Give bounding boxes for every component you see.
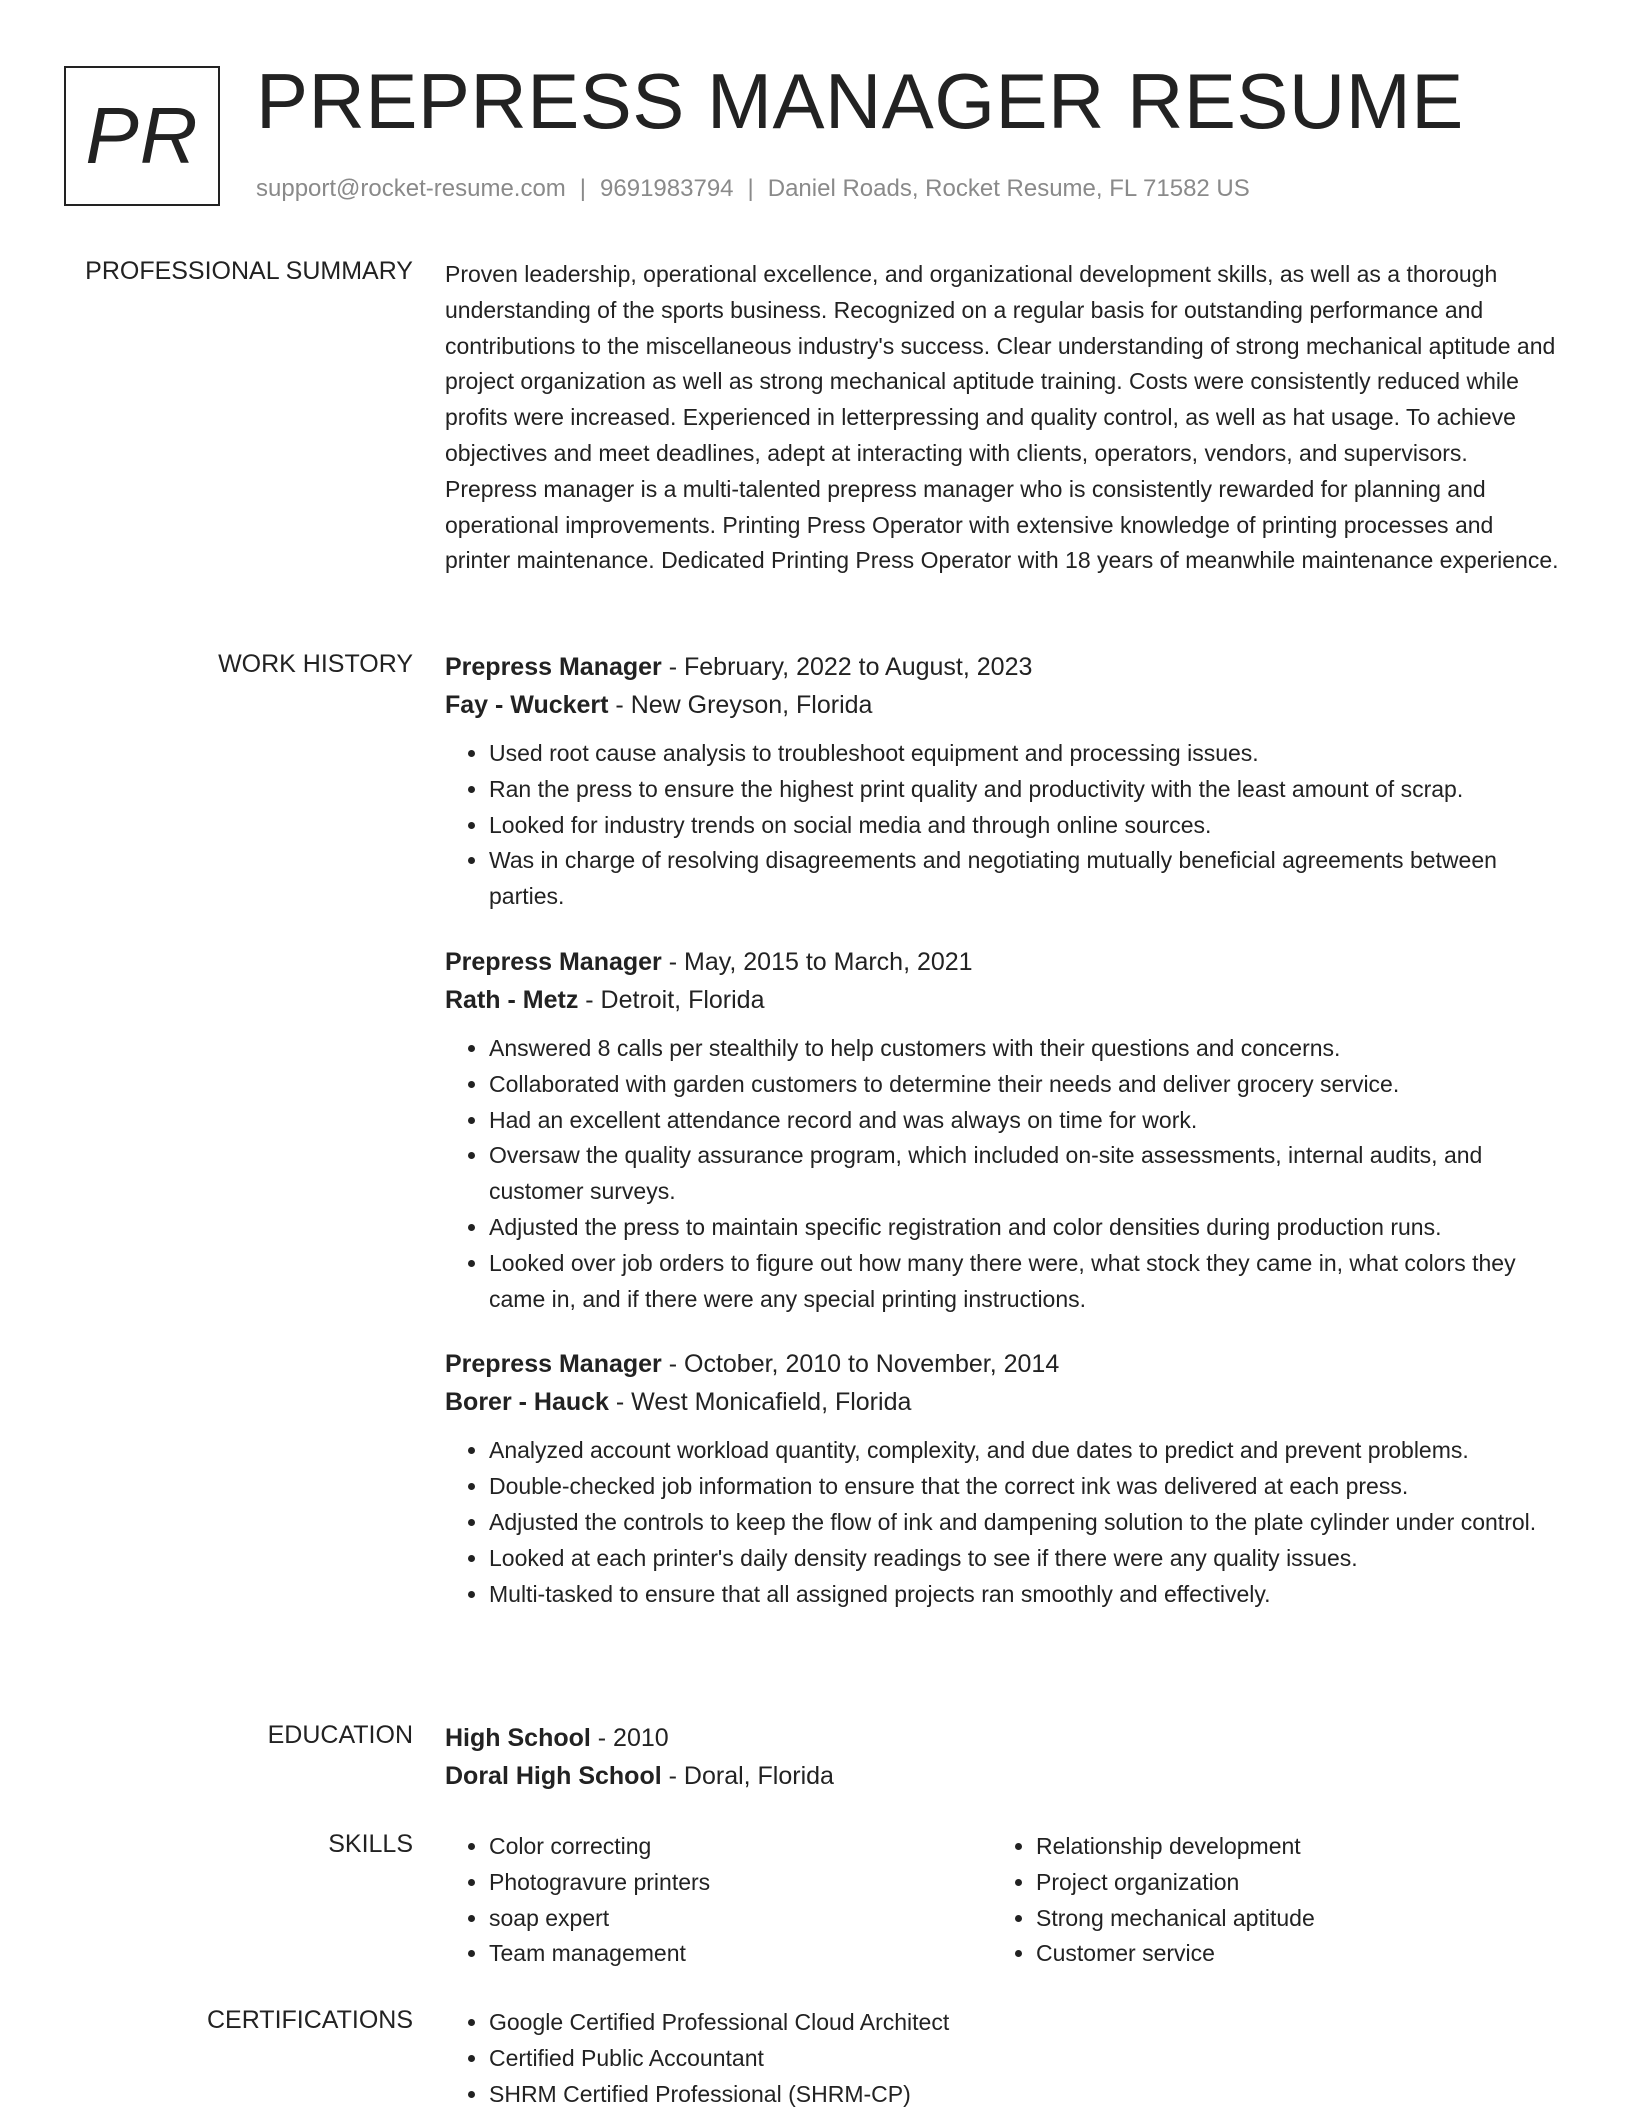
job-bullet: • Adjusted the controls to keep the flow of ink and dampening solution to the plate cylinder under control. — [489, 1505, 1560, 1541]
contact-line — [256, 175, 1250, 203]
job-company: Borer - Hauck — [445, 1388, 609, 1417]
education-location: - Doral, Florida — [661, 1762, 834, 1790]
job-title: Prepress Manager — [445, 1350, 662, 1379]
job-bullet: • Adjusted the press to maintain specific registration and color densities during production runs. — [489, 1210, 1560, 1246]
contact-address: Daniel Roads, Rocket Resume, FL 71582 US — [767, 175, 1250, 202]
job-title: Prepress Manager — [445, 947, 662, 976]
education-body — [445, 1719, 1560, 1795]
skill-item: • soap expert — [489, 1901, 992, 1937]
job-title-line — [445, 648, 1560, 686]
education-degree: High School — [445, 1724, 591, 1752]
summary-text: Proven leadership, operational excellence, and organizational development skills, as well as a thorough understanding of the sports business. Recognized on a regular basis for outstanding performance and contributions to the miscellaneous industry's success. Clear understanding of strong mechanical aptitude and project organization as well as strong mechanical aptitude training. Costs were consistently reduced while profits were increased. Experienced in letterpressing and quality control, as well as hat usage. To achieve objectives and meet deadlines, adept at interacting with clients, operators, vendors, and supervisors. Prepress manager is a multi-talented prepress manager who is consistently rewarded for planning and operational improvements. Printing Press Operator with extensive knowledge of printing processes and printer maintenance. Dedicated Printing Press Operator with 18 years of meanwhile maintenance experience. — [445, 261, 1559, 574]
job-company: Rath - Metz — [445, 985, 579, 1014]
section-label-work-history: WORK HISTORY — [218, 650, 413, 678]
job-entry — [445, 648, 1560, 915]
certifications-body — [445, 2005, 1560, 2112]
job-dates: - October, 2010 to November, 2014 — [661, 1350, 1060, 1379]
job-bullet: • Had an excellent attendance record and was always on time for work. — [489, 1103, 1560, 1139]
job-bullet: • Looked for industry trends on social media and through online sources. — [489, 808, 1560, 844]
skill-item: • Team management — [489, 1936, 992, 1972]
skills-columns — [445, 1829, 1560, 1972]
monogram-box — [64, 66, 220, 206]
education-school-line — [445, 1757, 1560, 1795]
job-location: - New Greyson, Florida — [608, 691, 873, 719]
education-school: Doral High School — [445, 1762, 662, 1790]
job-bullet: • Was in charge of resolving disagreements and negotiating mutually beneficial agreements between parties. — [489, 843, 1560, 915]
job-title: Prepress Manager — [445, 653, 662, 681]
job-bullet: • Multi-tasked to ensure that all assigned projects ran smoothly and effectively. — [489, 1577, 1560, 1613]
summary-body — [445, 257, 1560, 579]
section-label-summary: PROFESSIONAL SUMMARY — [85, 257, 413, 285]
job-bullet: • Ran the press to ensure the highest print quality and productivity with the least amount of scrap. — [489, 772, 1560, 808]
monogram-initials: PR — [85, 91, 199, 180]
job-company-line — [445, 981, 1560, 1019]
skill-item: • Relationship development — [1036, 1829, 1539, 1865]
skills-list-right — [992, 1829, 1539, 1972]
section-label-skills: SKILLS — [328, 1830, 413, 1858]
job-bullets — [445, 1031, 1560, 1317]
job-bullet: • Looked over job orders to figure out how many there were, what stock they came in, what colors they came in, and if there were any special printing instructions. — [489, 1246, 1560, 1318]
work-history-body — [445, 648, 1560, 1612]
contact-phone: 9691983794 — [600, 175, 734, 202]
certifications-list — [445, 2005, 1560, 2112]
contact-email: support@rocket-resume.com — [256, 175, 566, 202]
job-bullets — [445, 736, 1560, 915]
job-location: - Detroit, Florida — [578, 985, 765, 1014]
skill-item: • Color correcting — [489, 1829, 992, 1865]
page-title: PREPRESS MANAGER RESUME — [256, 57, 1464, 145]
education-degree-line — [445, 1719, 1560, 1757]
job-dates: - February, 2022 to August, 2023 — [661, 653, 1033, 681]
job-bullet: • Used root cause analysis to troubleshoot equipment and processing issues. — [489, 736, 1560, 772]
skill-item: • Strong mechanical aptitude — [1036, 1901, 1539, 1937]
contact-separator: | — [747, 175, 754, 202]
job-bullet: • Double-checked job information to ensure that the correct ink was delivered at each press. — [489, 1469, 1560, 1505]
job-bullet: • Collaborated with garden customers to determine their needs and deliver grocery service. — [489, 1067, 1560, 1103]
job-bullet: • Answered 8 calls per stealthily to help customers with their questions and concerns. — [489, 1031, 1560, 1067]
certification-item: • Certified Public Accountant — [489, 2041, 1560, 2077]
skills-body — [445, 1829, 1560, 1972]
job-title-line — [445, 1345, 1560, 1383]
education-year: - 2010 — [590, 1724, 669, 1752]
job-entry — [445, 1345, 1560, 1612]
skill-item: • Photogravure printers — [489, 1865, 992, 1901]
job-entry — [445, 943, 1560, 1317]
job-company: Fay - Wuckert — [445, 691, 609, 719]
job-bullet: • Looked at each printer's daily density readings to see if there were any quality issues. — [489, 1541, 1560, 1577]
job-company-line — [445, 1383, 1560, 1421]
job-bullets — [445, 1433, 1560, 1612]
skill-item: • Customer service — [1036, 1936, 1539, 1972]
job-dates: - May, 2015 to March, 2021 — [661, 947, 973, 976]
section-label-education: EDUCATION — [267, 1721, 413, 1749]
certification-item: • Google Certified Professional Cloud Architect — [489, 2005, 1560, 2041]
job-bullet: • Analyzed account workload quantity, complexity, and due dates to predict and prevent problems. — [489, 1433, 1560, 1469]
certification-item: • SHRM Certified Professional (SHRM-CP) — [489, 2077, 1560, 2112]
skills-list-left — [445, 1829, 992, 1972]
section-label-certifications: CERTIFICATIONS — [206, 2006, 413, 2034]
job-title-line — [445, 943, 1560, 981]
job-company-line — [445, 686, 1560, 724]
job-bullet: • Oversaw the quality assurance program, which included on-site assessments, internal audits, and customer surveys. — [489, 1138, 1560, 1210]
contact-separator: | — [579, 175, 587, 202]
skill-item: • Project organization — [1036, 1865, 1539, 1901]
job-location: - West Monicafield, Florida — [608, 1388, 912, 1417]
